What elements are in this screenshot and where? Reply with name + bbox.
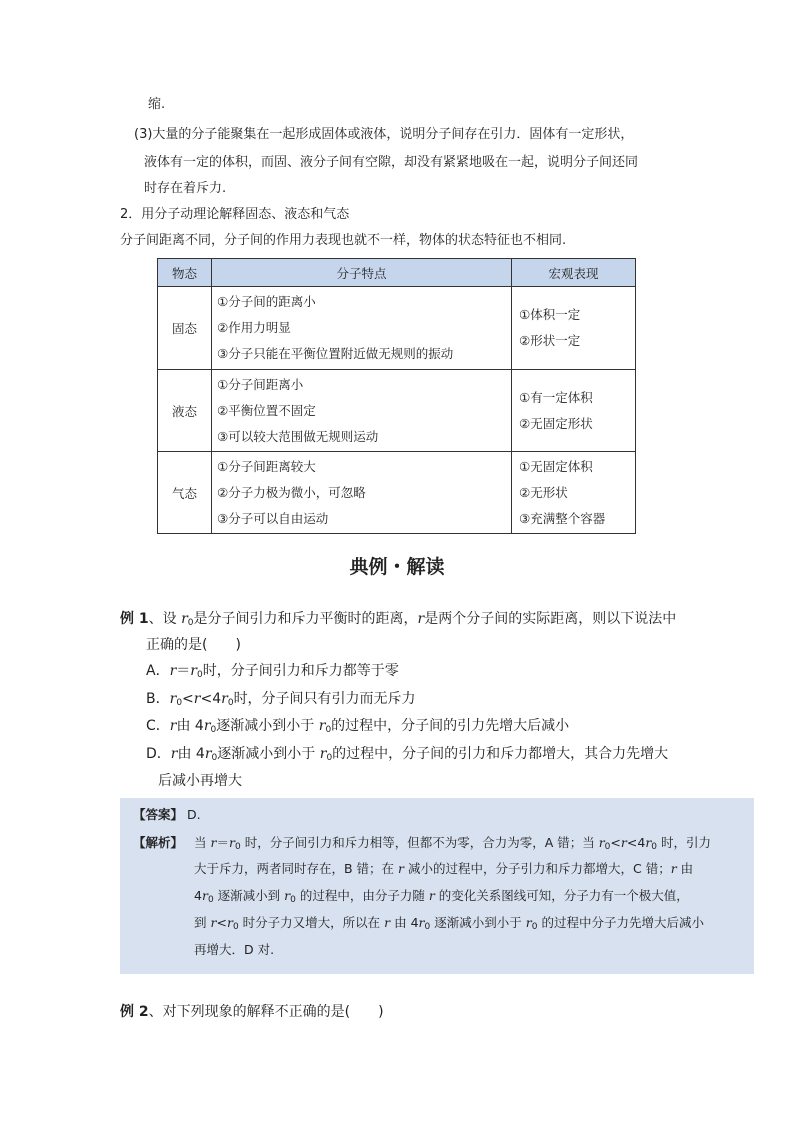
feature-item: ①分子间距离小 [217, 376, 304, 392]
analysis-label: 【解析】 [133, 835, 184, 850]
features-cell [212, 370, 512, 452]
example-1-option-d-continued: 后减小再增大 [158, 773, 242, 789]
intro-line-3: 液体有一定的体积，而固、液分子间有空隙，却没有紧紧地吸在一起，说明分子间还同 [144, 155, 639, 170]
macro-cell [512, 287, 636, 370]
section-title: 典例・解读 [349, 556, 445, 578]
analysis-line-2: 大于斥力，两者同时存在，B 错；在 r 减小的过程中，分子引力和斥力都增大，C 错；r 由 [194, 861, 694, 876]
example-1-question-line-1: 例 1、设 $r_0$是分子间引力和斥力平衡时的距离，r是两个分子间的实际距离，则以下说法中 [120, 611, 677, 628]
feature-item: ①分子间的距离小 [217, 294, 316, 309]
example-1-option-d: D．r由 $4r_0$逐渐减小到小于 $r_0$的过程中，分子间的引力和斥力都增大，其合力先增大 [146, 746, 669, 763]
feature-item: ①分子间距离较大 [217, 458, 316, 474]
header-macro: 宏观表现 [512, 259, 636, 287]
analysis-line-3: $4r_0$ 逐渐减小到 $r_0$ 的过程中，由分子力随 r 的变化关系图线可知，分子力有一个极大值， [194, 888, 689, 905]
features-cell [212, 452, 512, 534]
header-features: 分子特点 [212, 259, 512, 287]
example-1-option-c: C．r由 $4r_0$逐渐减小到小于 $r_0$的过程中，分子间的引力先增大后减小 [146, 718, 570, 735]
macro-cell [512, 370, 636, 452]
feature-item: ③分子可以自由运动 [217, 510, 329, 526]
section-2-description: 分子间距离不同，分子间的作用力表现也就不一样，物体的状态特征也不相同. [120, 233, 567, 248]
macro-item: ③充满整个容器 [519, 510, 606, 526]
answer-line [133, 806, 201, 824]
macro-item: ①有一定体积 [519, 389, 593, 405]
feature-item: ②分子力极为微小，可忽略 [217, 484, 366, 500]
state-cell: 气态 [158, 452, 212, 534]
feature-item: ③可以较大范围做无规则运动 [217, 428, 379, 444]
state-cell: 固态 [158, 287, 212, 370]
example-2-question: 例 2、对下列现象的解释不正确的是( ) [120, 1004, 384, 1020]
intro-line-4: 时存在着斥力. [144, 181, 227, 196]
macro-item: ①体积一定 [519, 307, 581, 322]
analysis-line-1: 当 $r=r_0$ 时，分子间引力和斥力相等，但都不为零，合力为零，A 错；当 $r_0<r<4r_0$ 时，引力 [194, 835, 712, 852]
example-1-label: 例 1 [120, 611, 149, 627]
feature-item: ②平衡位置不固定 [217, 402, 316, 418]
answer-label: 【答案】 [133, 807, 184, 822]
macro-item: ②无固定形状 [519, 415, 593, 431]
macro-item: ①无固定体积 [519, 458, 593, 474]
table-row [158, 287, 636, 370]
example-1-question-line-2: 正确的是( ) [146, 637, 241, 653]
example-1-option-a: A．$r=r_0$时，分子间引力和斥力都等于零 [146, 663, 399, 680]
intro-line-2: (3)大量的分子能聚集在一起形成固体或液体，说明分子间存在引力．固体有一定形状， [134, 127, 634, 142]
macro-item: ②无形状 [519, 484, 568, 500]
example-1-option-b: B．$r_0<r<4r_0$时，分子间只有引力而无斥力 [146, 691, 416, 708]
feature-item: ③分子只能在平衡位置附近做无规则的振动 [217, 346, 454, 361]
features-cell [212, 287, 512, 370]
table-header-row [158, 259, 636, 287]
example-2-label: 例 2 [120, 1004, 149, 1020]
table-row [158, 452, 636, 534]
header-state: 物态 [158, 259, 212, 287]
answer-value: D. [187, 807, 201, 822]
table-row [158, 370, 636, 452]
feature-item: ②作用力明显 [217, 320, 291, 335]
states-table [157, 258, 636, 534]
analysis-line-5: 再增大．D 对. [194, 942, 275, 957]
intro-line-1: 缩. [148, 97, 166, 112]
section-2-heading: 2．用分子动理论解释固态、液态和气态 [120, 207, 350, 222]
macro-item: ②形状一定 [519, 333, 581, 348]
analysis-line-4: 到 $r<r_0$ 时分子力又增大，所以在 r 由 $4r_0$ 逐渐减小到小于 $r_0$ 的过程中分子力先增大后减小 [194, 915, 704, 932]
state-cell: 液态 [158, 370, 212, 452]
macro-cell [512, 452, 636, 534]
